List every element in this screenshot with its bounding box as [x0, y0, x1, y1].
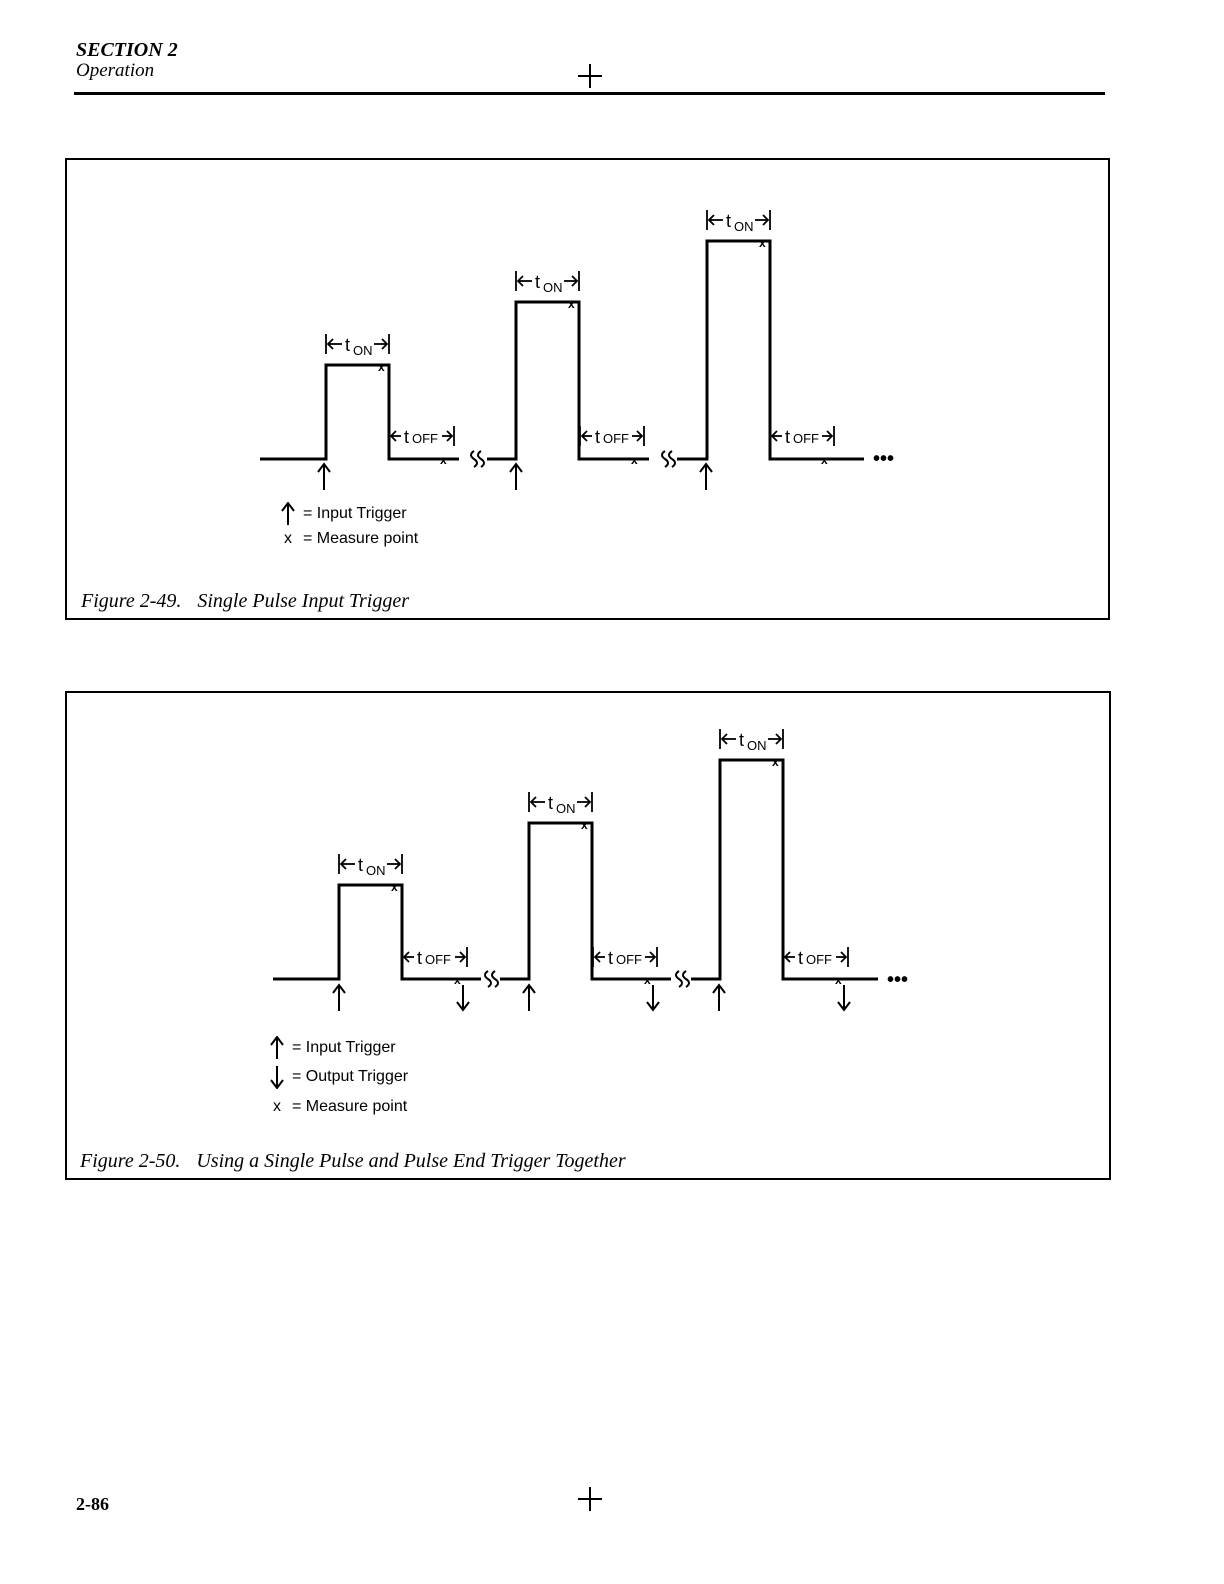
toff-label: t — [608, 948, 614, 968]
legend-text: = Output Trigger — [292, 1068, 409, 1085]
legend-input-trigger — [264, 1036, 396, 1060]
toff-label: t — [595, 427, 601, 447]
ton-label: t — [535, 272, 541, 292]
up-arrow-icon — [264, 1036, 290, 1060]
ton-label: t — [358, 855, 364, 875]
registration-mark-top — [578, 64, 602, 88]
measure-point: x — [759, 236, 766, 250]
input-trigger-arrow — [510, 464, 522, 490]
legend-text: = Measure point — [292, 1098, 408, 1115]
measure-point: x — [378, 360, 385, 374]
ton-subscript: ON — [353, 343, 373, 358]
break-symbol — [662, 451, 675, 467]
continuation-dots: ••• — [873, 448, 895, 470]
caption-title: Single Pulse Input Trigger — [197, 590, 410, 612]
ton-subscript: ON — [556, 801, 576, 816]
input-trigger-arrow — [318, 464, 330, 490]
measure-x-icon: x — [284, 530, 292, 547]
figure-2-50-box — [65, 691, 1111, 1180]
ton-label: t — [726, 211, 732, 231]
figure-2-49-diagram — [67, 160, 1112, 622]
output-trigger-arrow — [647, 985, 659, 1010]
measure-point: x — [568, 297, 575, 311]
figure-2-49-box — [65, 158, 1110, 620]
legend-output-trigger — [264, 1065, 408, 1089]
measure-point: x — [440, 453, 447, 467]
continuation-dots: ••• — [887, 969, 909, 991]
measure-point: x — [835, 973, 842, 987]
caption-number: Figure 2-50. — [80, 1150, 181, 1172]
legend-input-trigger — [275, 502, 407, 526]
toff-label: t — [417, 948, 423, 968]
ton-label: t — [345, 335, 351, 355]
ton-label: t — [739, 730, 745, 750]
ton-subscript: ON — [734, 219, 754, 234]
measure-point: x — [772, 755, 779, 769]
legend-measure-point — [264, 1098, 407, 1116]
toff-subscript: OFF — [412, 431, 438, 446]
figure-2-50-caption — [80, 1150, 626, 1172]
input-trigger-arrow — [333, 985, 345, 1011]
toff-label: t — [404, 427, 410, 447]
legend-text: = Input Trigger — [292, 1039, 396, 1056]
toff-subscript: OFF — [793, 431, 819, 446]
input-trigger-arrow — [523, 985, 535, 1011]
section-subtitle: Operation — [76, 60, 155, 81]
down-arrow-icon — [264, 1065, 290, 1089]
ton-subscript: ON — [366, 863, 386, 878]
toff-subscript: OFF — [603, 431, 629, 446]
break-symbol — [676, 971, 689, 987]
measure-x-icon: x — [273, 1098, 281, 1115]
pulse-waveform — [273, 760, 878, 979]
header-rule — [74, 92, 1105, 95]
toff-label: t — [785, 427, 791, 447]
legend-text: = Measure point — [303, 530, 419, 547]
legend-text: = Input Trigger — [303, 505, 407, 522]
up-arrow-icon — [275, 502, 301, 526]
measure-point: x — [391, 880, 398, 894]
input-trigger-arrow — [713, 985, 725, 1011]
caption-title: Using a Single Pulse and Pulse End Trigger Together — [196, 1150, 626, 1172]
caption-number: Figure 2-49. — [81, 590, 182, 612]
ton-label: t — [548, 793, 554, 813]
break-symbol — [485, 971, 498, 987]
toff-label: t — [798, 948, 804, 968]
output-trigger-arrow — [838, 985, 850, 1010]
measure-point: x — [821, 453, 828, 467]
output-trigger-arrow — [457, 985, 469, 1010]
legend-measure-point — [275, 530, 418, 548]
figure-2-50-diagram — [67, 693, 1113, 1182]
break-symbol — [471, 451, 484, 467]
pulse-waveform — [260, 241, 864, 459]
measure-point: x — [631, 453, 638, 467]
input-trigger-arrow — [700, 464, 712, 490]
toff-subscript: OFF — [616, 952, 642, 967]
registration-mark-bottom — [578, 1487, 602, 1511]
toff-subscript: OFF — [806, 952, 832, 967]
toff-subscript: OFF — [425, 952, 451, 967]
page-number: 2-86 — [76, 1494, 109, 1514]
ton-subscript: ON — [543, 280, 563, 295]
measure-point: x — [454, 973, 461, 987]
measure-point: x — [581, 818, 588, 832]
section-heading: SECTION 2 — [76, 39, 178, 61]
measure-point: x — [644, 973, 651, 987]
ton-subscript: ON — [747, 738, 767, 753]
figure-2-49-caption — [81, 590, 409, 612]
